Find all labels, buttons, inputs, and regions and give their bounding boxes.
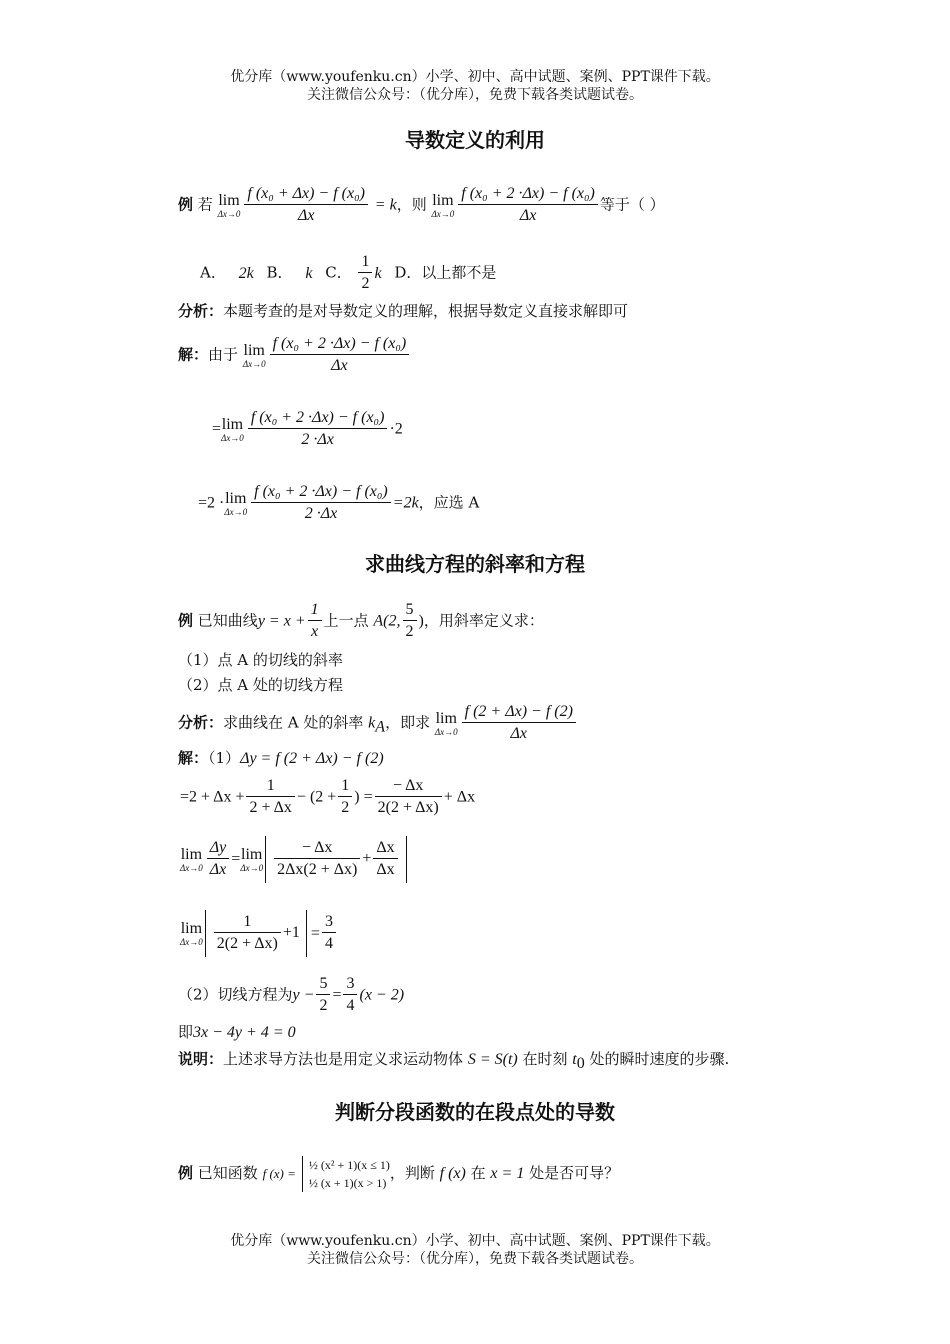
lim-text: lim [241,845,263,863]
section-3-title: 判断分段函数的在段点处的导数 [335,1100,615,1124]
function-f-2: f (x) [439,1165,466,1182]
denominator: 2(2 + Δx) [216,935,278,952]
limit-op [435,711,458,737]
example-2-line [178,600,544,643]
limit-op [218,193,241,219]
numerator: 5 [316,974,330,995]
denominator: 2 ·Δx [301,431,334,448]
fraction [214,912,281,955]
numerator: − Δx [274,838,360,859]
lim-text: lim [435,709,457,727]
fraction [338,776,352,819]
option-c-label: C． [325,263,352,282]
numerator: f (x₀ + 2 ·Δx) − f (x₀) [251,482,391,503]
example-label: 例 [178,611,194,630]
option-a-value: 2k [238,264,254,282]
tangent-a: y − [292,986,315,1004]
denominator: Δx [297,207,315,224]
numerator: Δy [207,838,230,859]
option-d: D．以上都不是 [394,263,497,282]
numerator: f (x₀ + 2 ·Δx) − f (x₀) [248,408,388,429]
ex-text-3: 在 [470,1164,486,1182]
result-line [178,1022,296,1043]
fraction [375,776,442,819]
tangent-label: （2）切线方程为 [178,985,293,1004]
header-line-2: 关注微信公众号：（优分库），免费下载各类试题试卷。 [307,87,643,103]
lim-text: lim [221,415,244,433]
piece-1: ½ (x² + 1)(x ≤ 1) [308,1158,390,1172]
lim-text: lim [225,489,247,507]
analysis-label: 分析： [178,713,224,732]
numerator: 1 [246,776,294,797]
fraction [207,838,230,881]
equals: = [310,924,320,942]
curve-lhs: y = x + [257,612,306,630]
footer-line-1: 优分库（www.youfenku.cn）小学、初中、高中试题、案例、PPT课件下载。 [230,1233,720,1249]
ex-text-3: ，用斜率定义求： [423,611,544,630]
fraction [358,252,372,295]
bracket-expr [265,836,407,883]
analysis-text: 求曲线在 A 处的斜率 [223,713,364,732]
limit-op [243,343,266,369]
example-label: 例 [178,1164,194,1182]
numerator: 1 [308,600,322,621]
numerator: 1 [358,252,372,273]
denominator: 2 ·Δx [304,505,338,522]
analysis-label: 分析： [178,302,224,320]
denominator: 2Δx(2 + Δx) [277,861,358,878]
ex-text-2: 上一点 [323,611,369,630]
lim-sub: Δx→0 [240,862,264,873]
lim-text: lim [218,191,240,209]
denominator: 2 + Δx [249,799,292,816]
denominator: Δx [209,861,227,878]
ex-if: 若 [197,195,213,214]
denominator: 4 [324,935,333,952]
ex-text-1: 已知曲线 [197,611,258,630]
fraction [462,702,576,745]
solution-1-step-1 [178,334,411,377]
ex-text-4: 处是否可导？ [529,1164,620,1182]
numerator: 3 [343,974,357,995]
fraction [270,334,410,377]
numerator: 5 [403,600,417,621]
solution-2-line-4 [180,910,338,957]
fraction [248,408,388,451]
ex-equals: 等于（ ） [599,195,665,214]
lim-sub: Δx→0 [180,936,203,947]
analysis-text-2: ，即求 [385,713,431,732]
solution-1-step-2 [212,408,403,451]
result-label: 即 [178,1023,194,1041]
lim-text: lim [180,919,203,937]
solution-intro: 由于 [208,345,239,364]
lim-text: lim [243,341,265,359]
numerator: 1 [338,776,352,797]
lim-sub: Δx→0 [434,726,458,737]
question-1: （1）点 A 的切线的斜率 [178,651,343,669]
solution-2-line-3 [180,836,407,883]
numerator: f (2 + Δx) − f (2) [462,702,576,723]
limit-op [240,847,263,873]
options-line [200,252,496,295]
note-t: t [572,1051,577,1068]
note-label: 说明： [178,1050,224,1068]
delta-y-eq: Δy = f (2 + Δx) − f (2) [240,750,384,767]
ex-then: ，则 [396,195,427,214]
numerator: f (x₀ + 2 ·Δx) − f (x₀) [270,334,410,355]
denominator: Δx [376,861,395,878]
numerator: f (x₀ + Δx) − f (x₀) [244,184,368,205]
analysis-text: 本题考查的是对导数定义的理解，根据导数定义直接求解即可 [223,302,629,320]
example-label: 例 [178,195,194,214]
denominator: 2 [405,623,414,640]
option-b-value: k [305,264,313,282]
x-eq-1: x = 1 [490,1165,525,1182]
option-a-label: A． [200,263,226,282]
function-f: f (x) = [262,1166,296,1181]
step-prefix: = [212,420,222,438]
denominator: 2 [361,275,370,292]
fraction [322,912,336,955]
fraction [246,776,294,819]
fraction [316,974,330,1017]
note-text-1: 上述求导方法也是用定义求运动物体 [223,1050,464,1068]
equals: = [332,986,342,1004]
tangent-b: (x − 2) [359,986,405,1004]
solution-2-line-1 [178,748,384,769]
analysis-1 [178,301,628,321]
fraction [244,184,368,227]
fraction [373,838,397,881]
lim-sub: Δx→0 [180,862,203,873]
step-note: ，应选 A [418,493,480,512]
limit-op [180,847,203,873]
step-prefix: =2 · [198,494,225,512]
slope-k-sub: A [375,718,386,736]
solution-1-step-3 [198,482,479,525]
piecewise-brace [302,1156,390,1192]
lim-sub: Δx→0 [242,358,266,369]
denominator: Δx [510,725,528,742]
analysis-2 [178,702,578,745]
lim-text: lim [180,845,203,863]
lim-sub: Δx→0 [431,208,455,219]
note-text-2: 在时刻 [522,1050,568,1068]
example-1-line [178,184,665,227]
section-2-title: 求曲线方程的斜率和方程 [365,552,585,576]
ex-text-1: 已知函数 [197,1164,258,1182]
note-t-sub: 0 [576,1055,585,1072]
eq-k: = k [374,196,397,214]
numerator: − Δx [375,776,442,797]
lim-sub: Δx→0 [217,208,241,219]
footer-line-2: 关注微信公众号：（优分库），免费下载各类试题试卷。 [307,1251,643,1267]
expr-d: + Δx [443,788,476,806]
note-text-3: 处的瞬时速度的步骤. [589,1050,730,1068]
limit-op [431,193,454,219]
step-suffix: =2k [392,494,419,512]
solution-part-1: （1） [208,749,241,767]
denominator: x [311,623,319,640]
solution-2-line-2 [180,776,475,819]
numerator: 1 [214,912,281,933]
denominator: Δx [519,207,537,224]
denominator: 2 [341,799,350,816]
limit-op [180,921,203,947]
bracket-expr [205,910,307,957]
fraction [308,600,322,643]
denominator: Δx [331,357,348,374]
piece-2: ½ (x + 1)(x > 1) [308,1176,387,1190]
option-c-k: k [374,264,382,282]
limit-op [224,491,247,517]
note-s: S = S(t) [467,1051,518,1068]
example-3-line [178,1156,619,1192]
fraction [251,482,391,525]
result-eq: 3x − 4y + 4 = 0 [193,1024,296,1041]
ex-text-2: ，判断 [389,1164,435,1182]
point-a: A(2, [373,612,401,630]
question-2: （2）点 A 处的切线方程 [178,676,343,694]
denominator: 2 [319,997,328,1014]
expr-b: − (2 + [296,788,337,806]
header-line-1: 优分库（www.youfenku.cn）小学、初中、高中试题、案例、PPT课件下载。 [230,69,720,85]
lim-text: lim [432,191,454,209]
plus-one: +1 [282,924,300,942]
expr-a: =2 + Δx + [180,788,245,806]
denominator: 4 [346,997,355,1014]
limit-op [221,417,244,443]
note-line [178,1049,729,1074]
tangent-line [178,974,404,1017]
solution-label: 解： [178,345,209,364]
section-1-title: 导数定义的利用 [405,128,545,152]
lim-sub: Δx→0 [221,432,244,443]
option-b-label: B． [266,263,293,282]
solution-label: 解： [178,749,209,767]
step-suffix: ·2 [389,420,403,438]
fraction [343,974,357,1017]
numerator: 3 [322,912,336,933]
fraction [274,838,360,881]
numerator: f (x₀ + 2 ·Δx) − f (x₀) [458,184,598,205]
denominator: 2(2 + Δx) [377,799,439,816]
fraction [403,600,417,643]
plus: + [362,850,372,868]
point-close: ) [418,612,424,630]
expr-c: ) = [354,788,373,806]
numerator: Δx [373,838,397,859]
equals: = [231,850,241,868]
slope-k: k [368,714,376,732]
lim-sub: Δx→0 [224,506,248,517]
fraction [458,184,598,227]
